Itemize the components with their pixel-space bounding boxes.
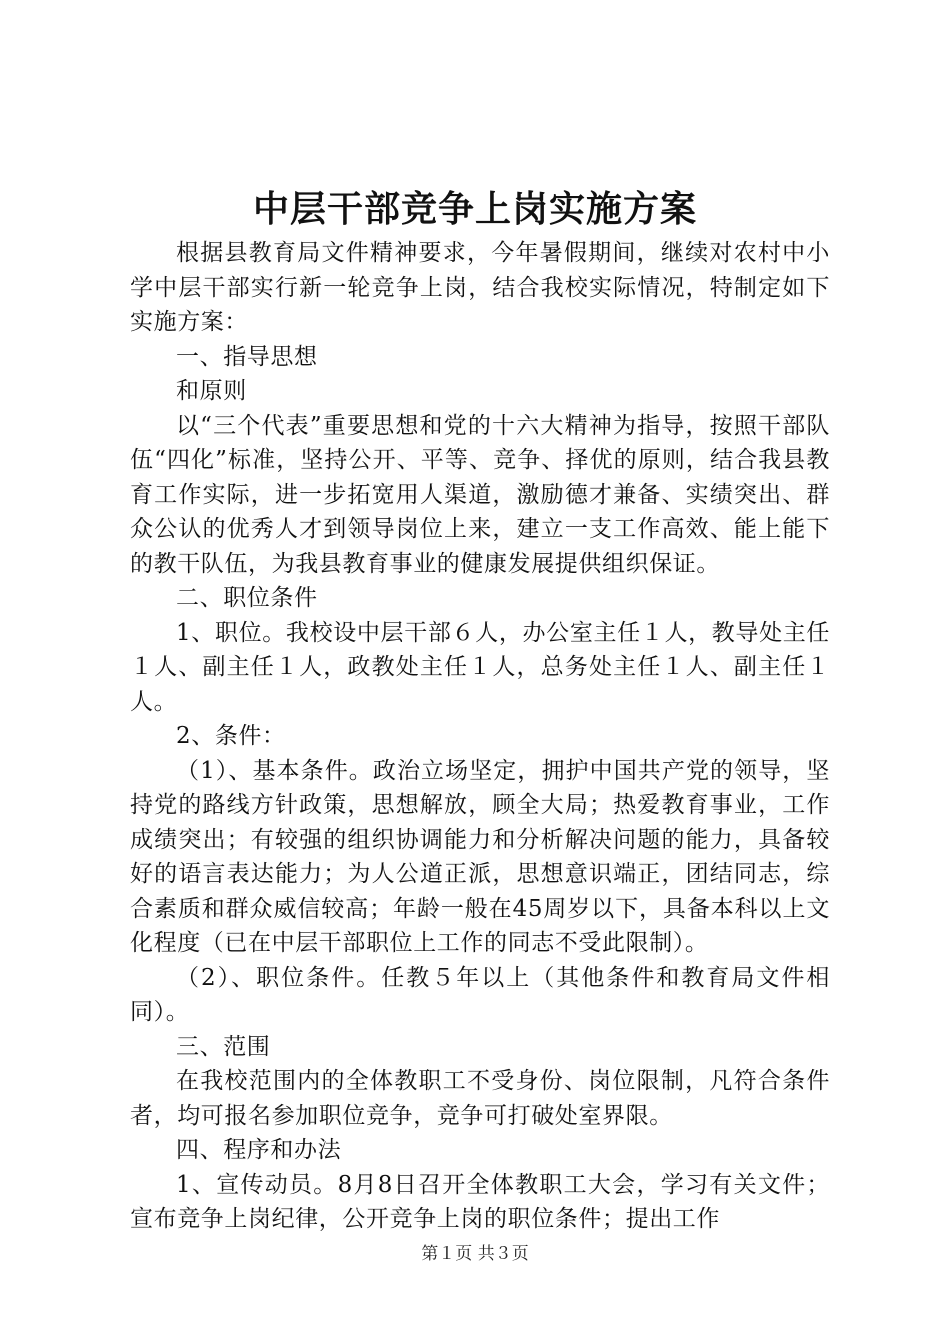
- paragraph-scope: 在我校范围内的全体教职工不受身份、岗位限制，凡符合条件者，均可报名参加职位竞争，竞争可打破处室界限。: [130, 1068, 830, 1129]
- section-heading-guiding-thought: 一、指导思想: [176, 343, 318, 370]
- paragraph-basic-conditions: （1）、基本条件。政治立场坚定，拥护中国共产党的领导，坚持党的路线方针政策，思想解放，顾全大局；热爱教育事业，工作成绩突出；有较强的组织协调能力和分析解决问题的能力，具备较好的语言表达能力；为人公道正派，思想意识端正，团结同志，综合素质和群众威信较高；年龄一般在45周岁以下，具备本科以上文化程度（已在中层干部职位上工作的同志不受此限制）。: [130, 757, 830, 956]
- page-number-footer: 第１页 共３页: [421, 1244, 529, 1264]
- section-heading-principles: 和原则: [176, 378, 247, 404]
- paragraph-publicity: 1、宣传动员。8月8日召开全体教职工大会，学习有关文件；宣布竞争上岗纪律，公开竞争上岗的职位条件；提出工作: [130, 1171, 830, 1232]
- paragraph-guiding-principles: 以“三个代表”重要思想和党的十六大精神为指导，按照干部队伍“四化”标准，坚持公开、平等、竞争、择优的原则，结合我县教育工作实际，进一步拓宽用人渠道，激励德才兼备、实绩突出、群众公认的优秀人才到领导岗位上来，建立一支工作高效、能上能下的教干队伍，为我县教育事业的健康发展提供组织保证。: [130, 412, 830, 577]
- subheading-conditions: 2、条件：: [176, 723, 286, 749]
- section-heading-position-conditions: 二、职位条件: [176, 585, 318, 611]
- section-heading-procedures: 四、程序和办法: [176, 1137, 342, 1163]
- paragraph-positions: 1、职位。我校设中层干部６人，办公室主任１人，教导处主任１人、副主任１人，政教处主任１人，总务处主任１人、副主任１人。: [130, 619, 830, 715]
- paragraph-intro: 根据县教育局文件精神要求，今年暑假期间，继续对农村中小学中层干部实行新一轮竞争上岗，结合我校实际情况，特制定如下实施方案：: [130, 240, 830, 335]
- paragraph-position-requirements: （2）、职位条件。任教５年以上（其他条件和教育局文件相同）。: [130, 964, 830, 1025]
- section-heading-scope: 三、范围: [176, 1033, 271, 1060]
- document-body: [130, 236, 830, 1237]
- document-title: 中层干部竞争上岗实施方案: [252, 188, 697, 230]
